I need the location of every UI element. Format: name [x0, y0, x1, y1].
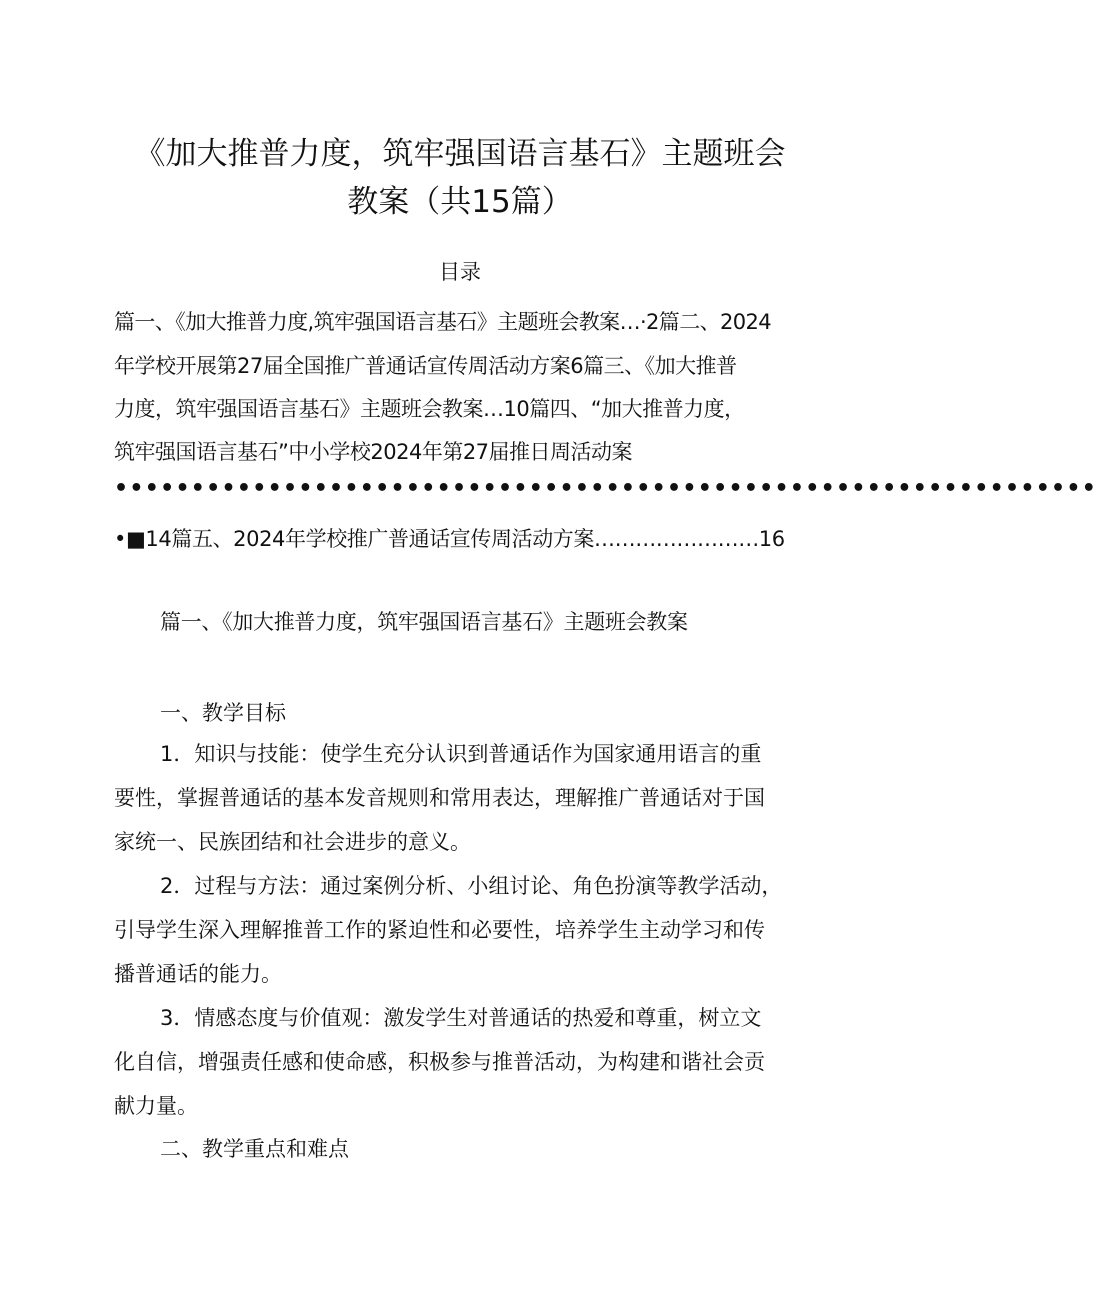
toc-line-5: •■14篇五、2024年学校推广普通话宣传周活动方案……………………16	[114, 527, 785, 551]
toc-line-4: 筑牢强国语言基石”中小学校2024年第27届推日周活动案	[114, 440, 633, 464]
paragraph-attitudes-values	[114, 996, 830, 1128]
paragraph-line: 3．情感态度与价值观：激发学生对普通话的热爱和尊重，树立文	[160, 1006, 762, 1030]
document-title-line-1: 《加大推普力度，筑牢强国语言基石》主题班会	[134, 136, 786, 172]
toc-heading: 目录	[439, 260, 481, 284]
heading-teaching-goals: 一、教学目标	[160, 701, 286, 725]
toc-line-1: 篇一、《加大推普力度,筑牢强国语言基石》主题班会教案…·2篇二、2024	[114, 310, 772, 334]
heading-key-points: 二、教学重点和难点	[160, 1137, 349, 1161]
paragraph-line: 1．知识与技能：使学生充分认识到普通话作为国家通用语言的重	[160, 742, 762, 766]
toc-dot-leader-row: ••••••••••••••••••••••••••••••••••••••••••••••••••••••••••••••••	[114, 476, 1097, 501]
paragraph-line: 2．过程与方法：通过案例分析、小组讨论、角色扮演等教学活动，	[160, 874, 783, 898]
section-heading: 篇一、《加大推普力度，筑牢强国语言基石》主题班会教案	[160, 610, 688, 634]
toc-line-2: 年学校开展第27届全国推广普通话宣传周活动方案6篇三、《加大推普	[114, 354, 737, 378]
paragraph-line: 家统一、民族团结和社会进步的意义。	[114, 830, 471, 854]
paragraph-knowledge-skills	[114, 732, 830, 864]
paragraph-line: 化自信，增强责任感和使命感，积极参与推普活动，为构建和谐社会贡	[114, 1050, 765, 1074]
paragraph-line: 要性，掌握普通话的基本发音规则和常用表达，理解推广普通话对于国	[114, 786, 765, 810]
paragraph-line: 引导学生深入理解推普工作的紧迫性和必要性，培养学生主动学习和传	[114, 918, 765, 942]
paragraph-line: 献力量。	[114, 1094, 198, 1118]
document-title-line-2: 教案（共15篇）	[347, 184, 573, 220]
toc-line-3: 力度，筑牢强国语言基石》主题班会教案…10篇四、“加大推普力度，	[114, 397, 745, 421]
paragraph-process-methods	[114, 864, 830, 996]
paragraph-line: 播普通话的能力。	[114, 962, 282, 986]
